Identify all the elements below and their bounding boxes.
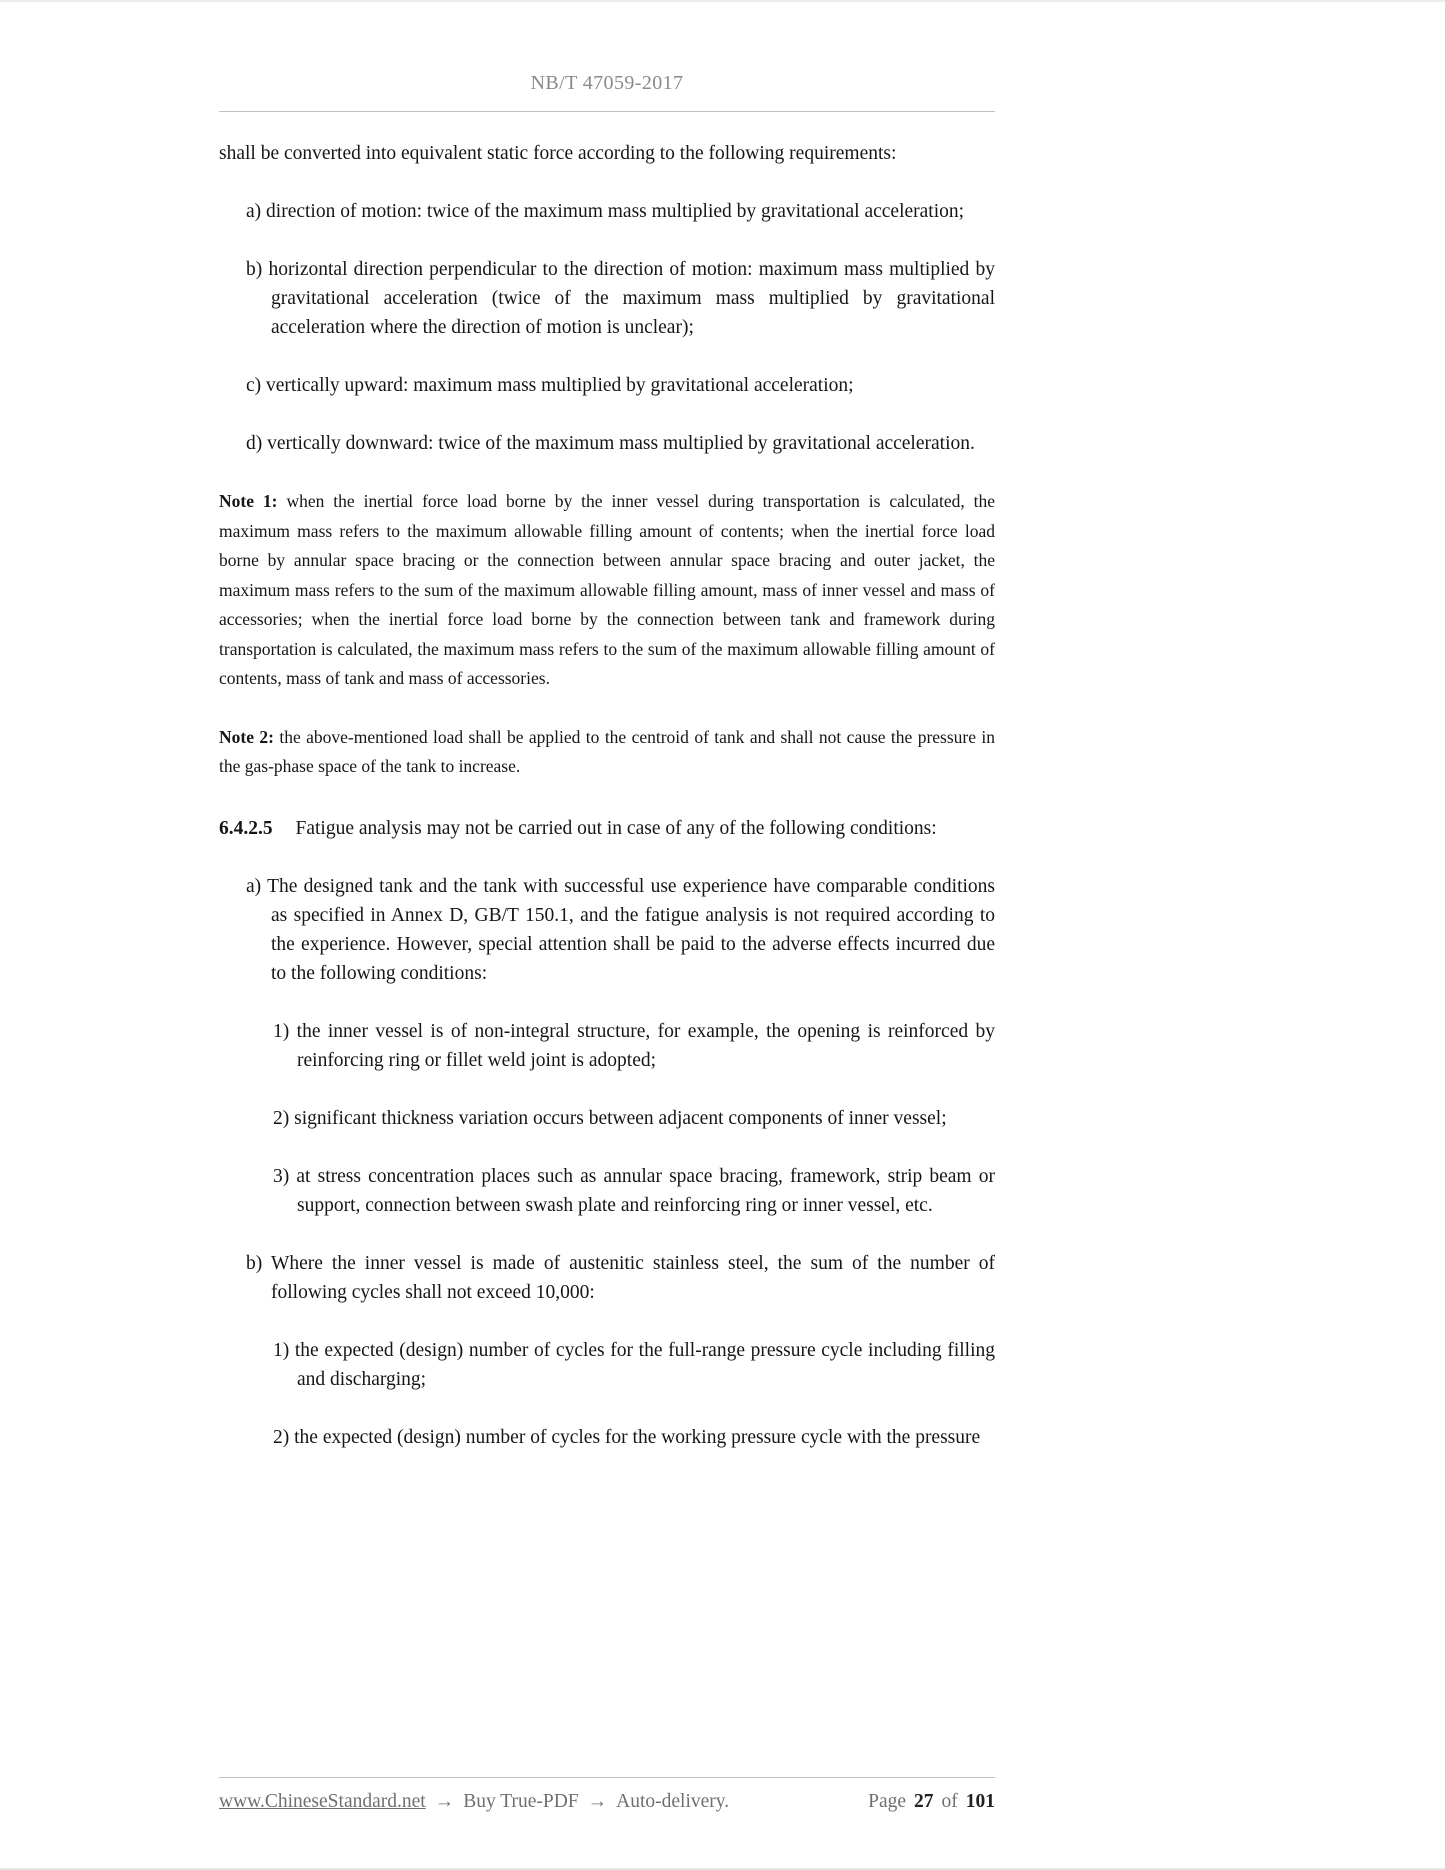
sub-item-a3 <box>219 1162 995 1220</box>
list-item-text: horizontal direction perpendicular to the direction of motion: maximum mass multiplied by gravitational acceleration (twice of the maximum mass multiplied by gravitational acceleration where the direction of motion is unclear); <box>268 259 995 338</box>
list-item-text: at stress concentration places such as annular space bracing, framework, strip beam or support, connection between swash plate and reinforcing ring or inner vessel, etc. <box>296 1165 995 1216</box>
list-item-text: the inner vessel is of non-integral structure, for example, the opening is reinforced by reinforcing ring or fillet weld joint is adopted; <box>296 1020 995 1071</box>
list-item-label: b) <box>246 259 263 280</box>
list-item-label: 1) <box>273 1020 290 1042</box>
section-number: 6.4.2.5 <box>219 817 273 839</box>
chinesestandard-link[interactable]: www.ChineseStandard.net <box>219 1791 426 1812</box>
arrow-right-icon: → <box>587 1791 608 1812</box>
section-text: Fatigue analysis may not be carried out in case of any of the following conditions: <box>295 817 937 839</box>
footer-row <box>219 1791 995 1813</box>
footer-page-indicator <box>868 1791 995 1813</box>
page-footer <box>219 1777 995 1813</box>
section-item-b <box>219 1249 995 1307</box>
list-item-text: significant thickness variation occurs between adjacent components of inner vessel; <box>294 1107 947 1129</box>
note-2 <box>219 723 995 782</box>
footer-page-word: Page <box>868 1791 906 1812</box>
list-item-label: 2) <box>273 1107 290 1129</box>
footer-rule <box>219 1777 995 1778</box>
list-item-text: the expected (design) number of cycles for the full-range pressure cycle including filling and discharging; <box>294 1339 995 1390</box>
arrow-right-icon: → <box>434 1791 455 1812</box>
header-rule <box>219 111 995 112</box>
list-item-text: vertically downward: twice of the maximum mass multiplied by gravitational acceleration. <box>267 433 975 454</box>
content-column <box>219 2 995 1452</box>
list-item-label: a) <box>246 875 262 897</box>
footer-buy-text: Buy True-PDF <box>463 1791 579 1812</box>
note-label: Note 2: <box>219 726 274 747</box>
list-item-label: b) <box>246 1252 263 1274</box>
section-item-a <box>219 872 995 988</box>
list-item-text: Where the inner vessel is made of austenitic stainless steel, the sum of the number of following cycles shall not exceed 10,000: <box>270 1252 995 1303</box>
section-heading-6425 <box>219 814 995 843</box>
note-text: when the inertial force load borne by the inner vessel during transportation is calculated, the maximum mass refers to the maximum allowable filling amount of contents; when the inertial force load borne by annular space bracing or the connection between annular space bracing and outer jacket, the maximum mass refers to the sum of the maximum allowable filling amount, mass of inner vessel and mass of accessories; when the inertial force load borne by the connection between tank and framework during transportation is calculated, the maximum mass refers to the sum of the maximum allowable filling amount of contents, mass of tank and mass of accessories. <box>219 491 996 688</box>
list-item-label: d) <box>246 433 263 454</box>
list-item-b <box>219 255 995 342</box>
footer-source-line <box>219 1791 729 1813</box>
list-item-text: vertically upward: maximum mass multiplied by gravitational acceleration; <box>266 375 854 396</box>
sub-item-a1 <box>219 1017 995 1075</box>
list-item-d <box>219 429 995 458</box>
list-item-c <box>219 371 995 400</box>
header-standard-number: NB/T 47059-2017 <box>530 72 684 94</box>
footer-delivery-text: Auto-delivery. <box>616 1791 730 1812</box>
sub-item-b1 <box>219 1336 995 1394</box>
list-item-text: direction of motion: twice of the maximum mass multiplied by gravitational acceleration; <box>266 201 965 222</box>
list-item-label: c) <box>246 375 262 396</box>
list-item-label: 1) <box>273 1339 290 1361</box>
document-body <box>219 139 995 1452</box>
note-text: the above-mentioned load shall be applied to the centroid of tank and shall not cause the pressure in the gas-phase space of the tank to increase. <box>219 726 996 776</box>
sub-item-a2 <box>219 1104 995 1133</box>
list-item-text: The designed tank and the tank with successful use experience have comparable conditions as specified in Annex D, GB/T 150.1, and the fatigue analysis is not required according to the experience. However, special attention shall be paid to the adverse effects incurred due to the following conditions: <box>267 875 995 984</box>
list-item-text: the expected (design) number of cycles for the working pressure cycle with the pressure <box>294 1426 981 1448</box>
footer-of-word: of <box>941 1791 958 1812</box>
list-item-label: a) <box>246 201 262 222</box>
list-item-a <box>219 197 995 226</box>
note-label: Note 1: <box>219 491 278 511</box>
note-1 <box>219 487 995 694</box>
list-item-label: 3) <box>273 1165 290 1187</box>
footer-total-pages: 101 <box>965 1791 995 1812</box>
footer-page-number: 27 <box>914 1791 934 1812</box>
sub-item-b2 <box>219 1423 995 1452</box>
list-item-label: 2) <box>273 1426 290 1448</box>
intro-paragraph: shall be converted into equivalent static force according to the following requirements: <box>219 143 897 164</box>
